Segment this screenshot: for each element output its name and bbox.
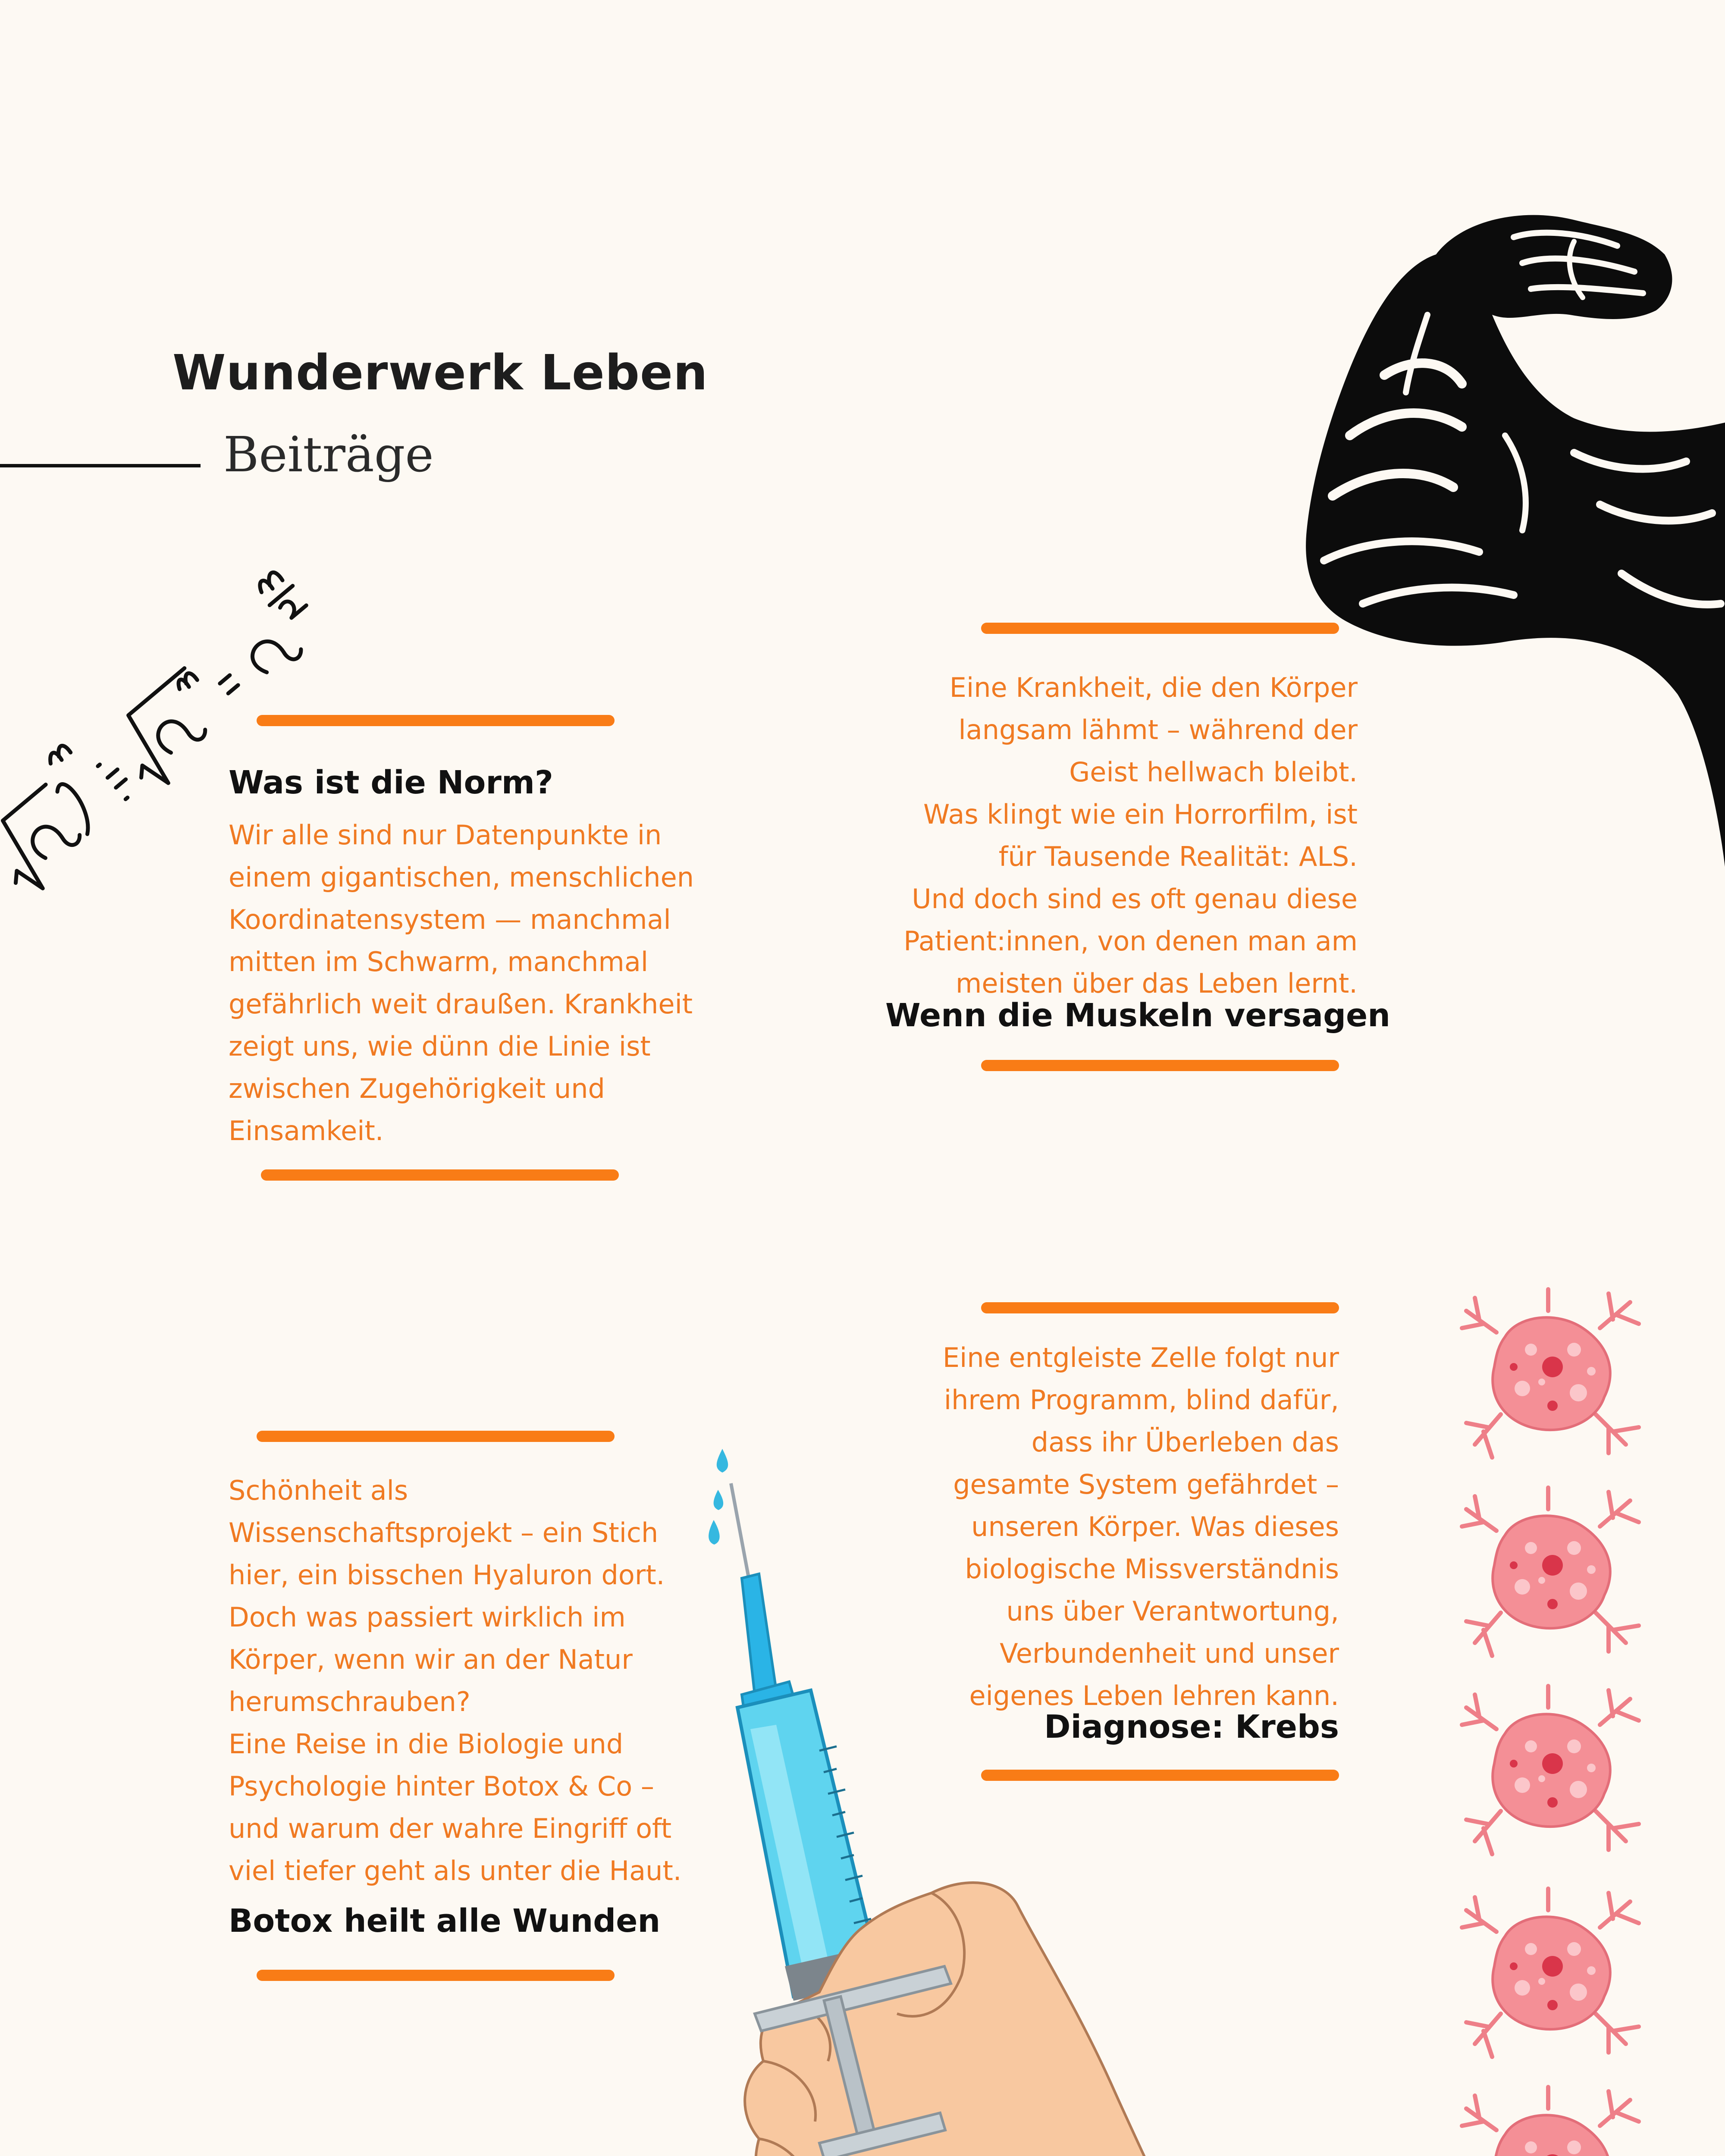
cancer-cell-icon — [1462, 1488, 1639, 1656]
accent-bar — [257, 1970, 615, 1981]
accent-bar — [261, 1169, 619, 1181]
accent-bar — [981, 1060, 1339, 1071]
section-title: Wunderwerk Leben — [172, 345, 708, 401]
accent-bar — [257, 715, 615, 726]
article-heading: Diagnose: Krebs — [1044, 1708, 1339, 1745]
article-paragraph: Wir alle sind nur Datenpunkte in einem gigantischen, menschlichen Koordinatensystem — manchmal mitten im Schwarm, manchmal gefährlich weit draußen. Krankheit zeigt uns, wie dünn die Linie ist zwischen Zugehörigkeit und Einsamkeit. — [229, 819, 694, 1147]
accent-bar — [981, 1302, 1339, 1313]
subtitle-rule — [0, 464, 201, 467]
article-text — [882, 667, 1358, 1005]
cancer-cell-icon — [1462, 1686, 1639, 1854]
cancer-cell-icon — [1462, 2087, 1639, 2156]
cancer-cell-icon — [1462, 1289, 1639, 1457]
article-heading: Wenn die Muskeln versagen — [885, 997, 1390, 1034]
flexed-arm-icon — [1298, 194, 1725, 906]
syringe-hand-icon — [690, 1449, 1272, 2156]
article-text — [229, 1470, 699, 1892]
accent-bar — [257, 1431, 615, 1442]
article-paragraph: Schönheit als Wissenschaftsprojekt – ein Stich hier, ein bisschen Hyaluron dort. Doch was passiert wirklich im Körper, wenn wir an der Natur herumschrauben? — [229, 1475, 665, 1717]
cancer-cell-icon — [1462, 1889, 1639, 2057]
article-heading: Was ist die Norm? — [229, 764, 553, 801]
section-subtitle: Beiträge — [223, 427, 434, 483]
cancer-cells-column — [1458, 1285, 1652, 2156]
article-paragraph: Eine Krankheit, die den Körper langsam lähmt – während der Geist hellwach bleibt. — [949, 672, 1358, 788]
article-paragraph: Und doch sind es oft genau diese Patient:innen, von denen man am meisten über das Leben lernt. — [903, 883, 1358, 999]
article-paragraph: Eine entgleiste Zelle folgt nur ihrem Programm, blind dafür, dass ihr Überleben das gesamte System gefährdet – unseren Körper. Was dieses biologische Missverständnis uns über Verantwortung, Verbundenheit und unser eigenes Leben lehren kann. — [942, 1342, 1339, 1711]
accent-bar — [981, 623, 1339, 634]
article-text — [229, 814, 712, 1152]
article-paragraph: Eine Reise in die Biologie und Psychologie hinter Botox & Co – und warum der wahre Eingriff oft viel tiefer geht als unter die Haut. — [229, 1728, 682, 1887]
article-paragraph: Was klingt wie ein Horrorfilm, ist für Tausende Realität: ALS. — [923, 799, 1358, 872]
article-heading: Botox heilt alle Wunden — [229, 1902, 661, 1940]
